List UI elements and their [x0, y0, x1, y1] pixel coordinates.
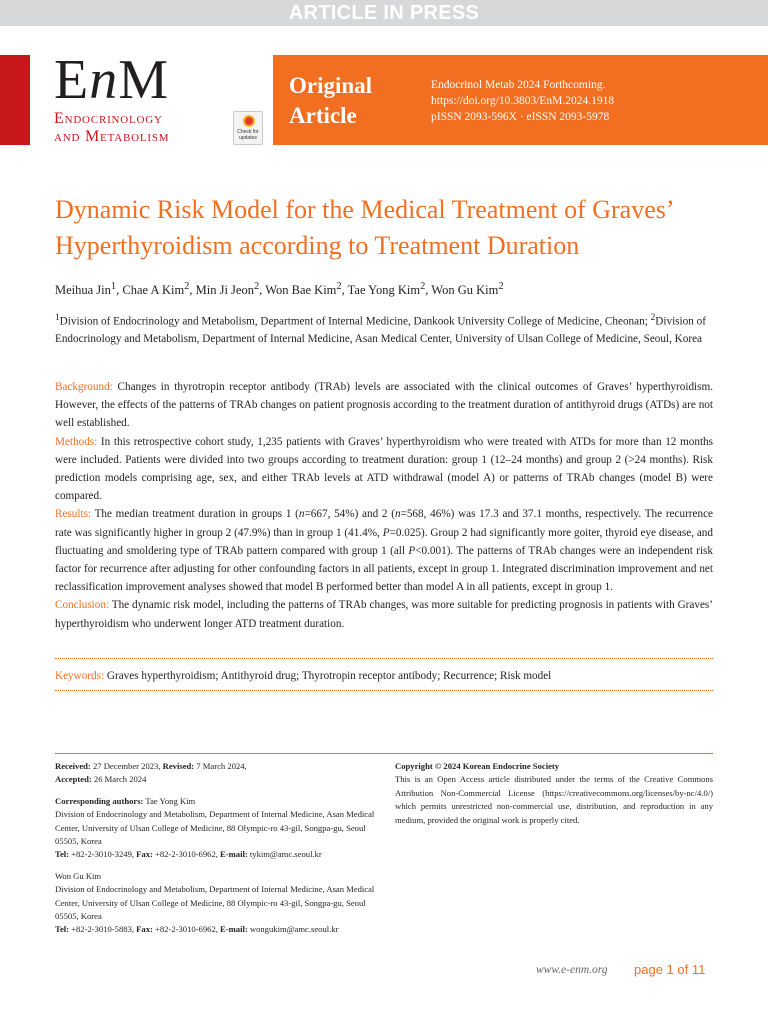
corresponding-address-1: Division of Endocrinology and Metabolism, Department of Internal Medicine, Asan Medical Center, University of Ulsan College of Medicine, 88 Olympic-ro 43-gil, Songpa-gu, Seoul 05505, Korea [55, 809, 375, 847]
article-header-banner [273, 55, 768, 145]
corresponding-author-2: Won Gu Kim [55, 870, 102, 881]
revised-date: 7 March 2024, [194, 761, 247, 771]
page-number: page 1 of 11 [634, 962, 706, 977]
copyright-title [395, 760, 713, 773]
accepted-date: 26 March 2024 [91, 774, 147, 785]
results-p-symbol: P [408, 544, 416, 557]
journal-logo [54, 50, 169, 110]
affil-sup: 1 [55, 313, 60, 323]
received-revised-line [55, 760, 385, 773]
issn-line: pISSN 2093-596X · eISSN 2093-5978 [431, 111, 610, 123]
email-link[interactable]: tykim@amc.seoul.kr [247, 849, 322, 860]
crossmark-label: Check for updates [237, 129, 259, 141]
keywords-divider [55, 690, 713, 691]
logo-subtitle-line2: and Metabolism [54, 128, 170, 145]
article-title [55, 192, 735, 264]
author: Won Bae Kim [265, 283, 337, 298]
author-sup: 2 [253, 281, 260, 292]
abstract-results [55, 505, 713, 596]
results-label: Results: [55, 508, 92, 521]
abstract-divider [55, 658, 713, 659]
tel-label: Tel: [55, 924, 70, 935]
revised-label: Revised: [162, 761, 195, 771]
article-dates-and-correspondence [55, 760, 385, 937]
abstract-methods [55, 433, 713, 506]
article-in-press-text: ARTICLE IN PRESS [288, 2, 480, 24]
received-label: Received: [55, 761, 91, 771]
logo-letter-n: n [89, 49, 119, 111]
fax-value: +82-2-3010-6962, [152, 924, 221, 935]
corresponding-authors-line [55, 795, 385, 808]
author: Meihua Jin [55, 283, 111, 298]
doi-link[interactable]: https://doi.org/10.3803/EnM.2024.1918 [431, 95, 615, 107]
author: Tae Yong Kim [347, 283, 421, 298]
methods-text: In this retrospective cohort study, 1,235 patients with Graves’ hyperthyroidism who were treated with ATDs for more than 12 months were included. Patients were divided into two groups according to treatment duration: group 1 (12–24 months) and group 2 (>24 months). Risk prediction models comprising age, sex, and either TRAb levels at ATD withdrawal (model A) or patterns of TRAb changes (model B) were compared. [55, 435, 713, 503]
journal-url[interactable]: www.e-enm.org [536, 964, 608, 976]
conclusion-text: The dynamic risk model, including the patterns of TRAb changes, was more suitable for predicting prognosis in patients with Graves’ hyperthyroidism who underwent longer ATD treatment duration. [55, 599, 713, 630]
results-text: =0.025). Group 2 had significantly more goiter, thyroid eye disease, and fluctuating and smoldering type of TRAb pattern compared with group 1 (all [55, 526, 713, 557]
author-sup: 2 [498, 281, 504, 292]
tel-value: +82-2-3010-3249, [69, 849, 137, 860]
author-sup: 2 [420, 281, 426, 292]
tel-value: +82-2-3010-5883, [69, 924, 137, 935]
article-type [289, 71, 409, 131]
author: Min Ji Jeon [195, 283, 254, 298]
red-side-tab [0, 55, 30, 145]
journal-info [431, 77, 614, 125]
author: Won Gu Kim [431, 283, 499, 298]
results-n-symbol: n [298, 508, 305, 521]
email-link[interactable]: wongukim@amc.seoul.kr [247, 924, 339, 935]
corresponding-label: Corresponding authors: [55, 795, 144, 806]
title-line2: Hyperthyroidism according to Treatment Duration [55, 231, 580, 260]
author-sup: 2 [336, 281, 342, 292]
logo-subtitle-line1: Endocrinology [54, 110, 163, 127]
results-text: <0.001). The patterns of TRAb changes were an independent risk factor for recurrence after adjusting for other confounding factors in all patients, except in group 1. Integrated discrimination improvement and net reclassification improvement analyses showed that model B performed better than model A in all patients, except in group 1. [55, 544, 713, 594]
corresponding-author-1: Tae Yong Kim [143, 795, 196, 806]
journal-citation: Endocrinol Metab 2024 Forthcoming. [431, 79, 606, 91]
article-in-press-banner [0, 0, 768, 26]
fax-value: +82-2-3010-6962, [152, 849, 221, 860]
affiliation-1: Division of Endocrinology and Metabolism, Department of Internal Medicine, Dankook University College of Medicine, Cheonan; [59, 315, 651, 328]
keywords [55, 668, 713, 684]
accepted-label: Accepted: [55, 774, 92, 785]
keywords-text: Graves hyperthyroidism; Antithyroid drug; Thyrotropin receptor antibody; Recurrence; Risk model [104, 670, 552, 682]
methods-label: Methods: [55, 435, 98, 448]
contact-line-2 [55, 923, 385, 936]
license-text: This is an Open Access article distributed under the terms of the Creative Commons Attribution Non-Commercial License (https://creativecommons.org/licenses/by-nc/4.0/) which permits unrestricted non-commercial use, distribution, and reproduction in any medium, provided the original work is properly cited. [395, 774, 713, 825]
abstract-background [55, 378, 713, 433]
affil-sup: 2 [650, 313, 656, 323]
abstract-conclusion [55, 596, 713, 632]
copyright-and-license [395, 760, 713, 827]
results-n-symbol: n [394, 508, 401, 521]
results-text: =667, 54%) and 2 ( [304, 508, 395, 521]
results-p-symbol: P [382, 526, 390, 539]
abstract [55, 378, 713, 633]
author-sup: 2 [184, 281, 190, 292]
affiliations [55, 310, 715, 348]
fax-label: Fax: [136, 849, 153, 860]
crossmark-icon [243, 115, 255, 127]
background-label: Background: [55, 381, 113, 393]
email-label: E-mail: [220, 924, 248, 935]
contact-line-1 [55, 848, 385, 861]
article-type-line1: Original [289, 73, 373, 98]
footnote-divider [55, 753, 713, 754]
fax-label: Fax: [136, 924, 153, 935]
results-text: =568, 46%) was 17.3 and 37.1 months, respectively. The recurrence rate was significantly higher in group 2 (47.9%) than in group 1 (41.4%, [55, 508, 714, 539]
affiliation-2: Division of Endocrinology and Metabolism, Department of Internal Medicine, Asan Medical Center, University of Ulsan College of Medicine, Seoul, Korea [55, 315, 706, 345]
author-list: Meihua Jin$^1$, Chae A Kim$^2$, Min Ji Jeon$^2$, Won Bae Kim$^2$, Tae Yong Kim$^2$, Won Gu Kim$^2$ [55, 281, 504, 298]
logo-letter-e: E [54, 49, 90, 111]
results-text: The median treatment duration in groups 1 ( [91, 508, 299, 521]
title-line1: Dynamic Risk Model for the Medical Treatment of Graves’ [55, 195, 675, 224]
logo-letter-m: M [118, 49, 170, 111]
author: Chae A Kim [122, 283, 185, 298]
received-date: 27 December 2023, [90, 761, 163, 771]
tel-label: Tel: [55, 849, 70, 860]
check-for-updates-badge[interactable] [233, 111, 263, 145]
email-label: E-mail: [220, 849, 248, 860]
copyright-title-text: Copyright © 2024 Korean Endocrine Society [395, 761, 560, 771]
author-sup: 1 [110, 281, 117, 292]
accepted-line [55, 773, 385, 786]
keywords-label: Keywords: [55, 670, 105, 682]
background-text: Changes in thyrotropin receptor antibody (TRAb) levels are associated with the clinical outcomes of Graves’ hyperthyroidism. However, the effects of the patterns of TRAb changes on patient prognosis according to the treatment duration of antithyroid drugs (ATDs) are not well established. [55, 381, 713, 430]
article-type-line2: Article [289, 103, 357, 128]
conclusion-label: Conclusion: [55, 599, 110, 612]
corresponding-address-2: Division of Endocrinology and Metabolism, Department of Internal Medicine, Asan Medical Center, University of Ulsan College of Medicine, 88 Olympic-ro 43-gil, Songpa-gu, Seoul 05505, Korea [55, 884, 375, 922]
